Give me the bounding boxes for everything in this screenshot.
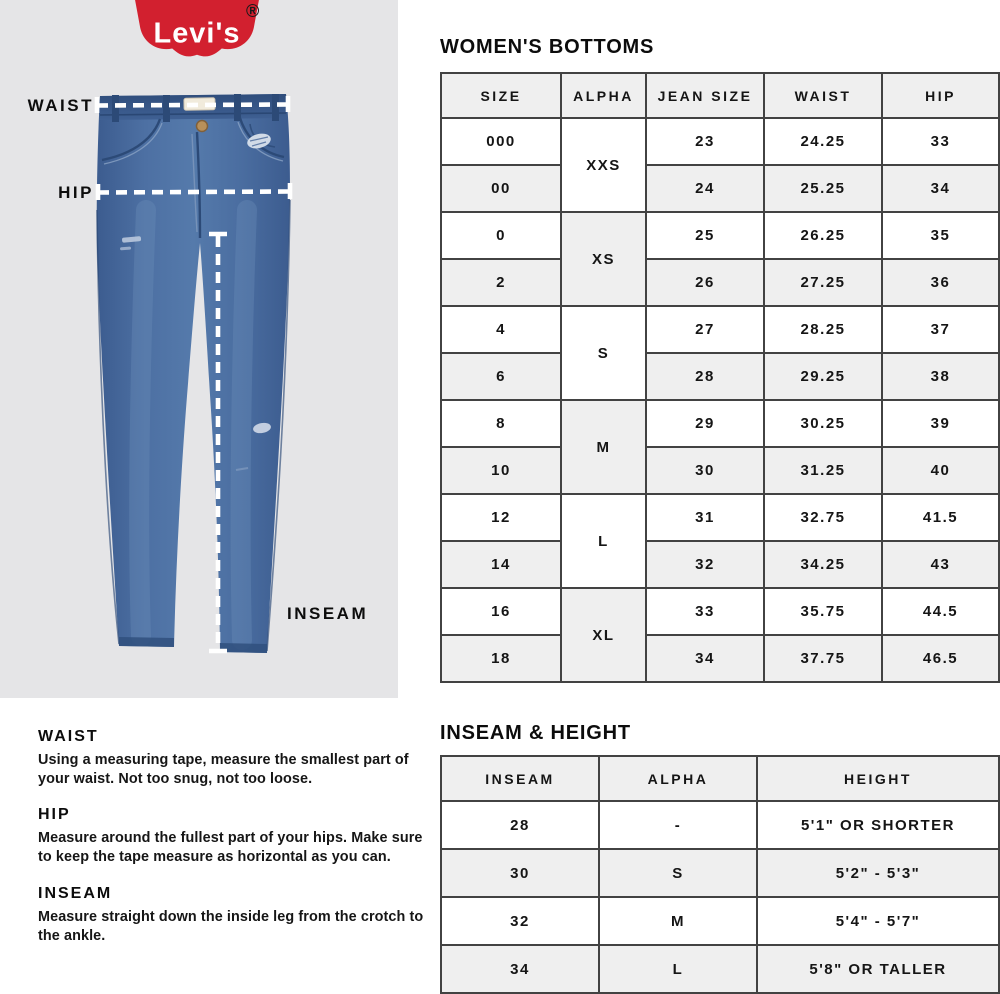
hip-cell: 40 — [882, 447, 999, 494]
waist-cell: 32.75 — [764, 494, 882, 541]
instruction-title: HIP — [38, 806, 71, 824]
waist-cell: 31.25 — [764, 447, 882, 494]
hip-cell: 35 — [882, 212, 999, 259]
instruction-block — [38, 728, 440, 789]
jean-size-cell: 32 — [646, 541, 764, 588]
jean-size-cell: 34 — [646, 635, 764, 682]
size-row — [441, 306, 999, 353]
waist-cell: 34.25 — [764, 541, 882, 588]
jean-size-cell: 25 — [646, 212, 764, 259]
column-header: INSEAM — [441, 756, 599, 801]
hip-cell: 37 — [882, 306, 999, 353]
jean-size-cell: 31 — [646, 494, 764, 541]
size-cell: 14 — [441, 541, 561, 588]
size-row — [441, 635, 999, 682]
size-row — [441, 165, 999, 212]
instruction-block — [38, 806, 440, 867]
inseam-height-table — [440, 755, 1000, 994]
alpha-cell: XS — [561, 212, 646, 306]
size-row — [441, 400, 999, 447]
size-cell: 6 — [441, 353, 561, 400]
alpha-cell: XXS — [561, 118, 646, 212]
column-header: WAIST — [764, 73, 882, 118]
size-row — [441, 541, 999, 588]
hip-cell: 39 — [882, 400, 999, 447]
alpha-cell: S — [561, 306, 646, 400]
waist-cell: 28.25 — [764, 306, 882, 353]
alpha-cell: L — [561, 494, 646, 588]
belt-loop — [112, 95, 119, 122]
jean-size-cell: 24 — [646, 165, 764, 212]
size-row — [441, 588, 999, 635]
size-cell: 8 — [441, 400, 561, 447]
belt-loop — [272, 94, 279, 121]
size-cell: 2 — [441, 259, 561, 306]
inseam-row — [441, 801, 999, 849]
inseam-cell: 32 — [441, 897, 599, 945]
inseam-cell: 30 — [441, 849, 599, 897]
instruction-text: Using a measuring tape, measure the smallest part of your waist. Not too snug, not too loose. — [38, 752, 409, 788]
jean-size-cell: 33 — [646, 588, 764, 635]
hip-cell: 34 — [882, 165, 999, 212]
size-row — [441, 494, 999, 541]
alpha-cell: L — [599, 945, 757, 993]
size-row — [441, 447, 999, 494]
height-cell: 5'4" - 5'7" — [757, 897, 999, 945]
height-cell: 5'1" OR SHORTER — [757, 801, 999, 849]
column-header: HEIGHT — [757, 756, 999, 801]
height-cell: 5'2" - 5'3" — [757, 849, 999, 897]
inseam-row — [441, 897, 999, 945]
waist-cell: 30.25 — [764, 400, 882, 447]
alpha-cell: XL — [561, 588, 646, 682]
waist-diagram-label: WAIST — [27, 96, 94, 115]
jeans-body — [97, 94, 290, 653]
hip-cell: 43 — [882, 541, 999, 588]
size-cell: 000 — [441, 118, 561, 165]
height-cell: 5'8" OR TALLER — [757, 945, 999, 993]
size-cell: 4 — [441, 306, 561, 353]
womens-bottoms-title: WOMEN'S BOTTOMS — [440, 36, 655, 58]
jean-size-cell: 28 — [646, 353, 764, 400]
hip-cell: 46.5 — [882, 635, 999, 682]
womens-bottoms-table — [440, 72, 1000, 683]
waist-cell: 27.25 — [764, 259, 882, 306]
jean-size-cell: 26 — [646, 259, 764, 306]
alpha-cell: - — [599, 801, 757, 849]
jean-size-cell: 30 — [646, 447, 764, 494]
hip-cell: 38 — [882, 353, 999, 400]
hip-cell: 33 — [882, 118, 999, 165]
inseam-header-row — [441, 756, 999, 801]
inseam-row — [441, 849, 999, 897]
jeans-diagram-panel — [0, 0, 398, 698]
column-header: ALPHA — [561, 73, 646, 118]
size-cell: 12 — [441, 494, 561, 541]
size-cell: 0 — [441, 212, 561, 259]
inseam-cell: 28 — [441, 801, 599, 849]
inseam-row — [441, 945, 999, 993]
registered-trademark-symbol: ® — [246, 1, 260, 21]
levis-batwing-icon — [131, 0, 263, 64]
waist-cell: 24.25 — [764, 118, 882, 165]
hip-cell: 41.5 — [882, 494, 999, 541]
size-cell: 00 — [441, 165, 561, 212]
alpha-cell: M — [599, 897, 757, 945]
waist-cell: 26.25 — [764, 212, 882, 259]
inseam-diagram-label: INSEAM — [287, 604, 369, 623]
jean-size-cell: 29 — [646, 400, 764, 447]
column-header: ALPHA — [599, 756, 757, 801]
alpha-cell: S — [599, 849, 757, 897]
hip-cell: 44.5 — [882, 588, 999, 635]
waist-cell: 29.25 — [764, 353, 882, 400]
bottoms-header-row — [441, 73, 999, 118]
size-row — [441, 118, 999, 165]
jeans-button — [197, 121, 208, 132]
jean-size-cell: 27 — [646, 306, 764, 353]
measuring-instructions — [38, 728, 440, 946]
hip-cell: 36 — [882, 259, 999, 306]
size-row — [441, 259, 999, 306]
size-cell: 18 — [441, 635, 561, 682]
inseam-cell: 34 — [441, 945, 599, 993]
waist-cell: 25.25 — [764, 165, 882, 212]
alpha-cell: M — [561, 400, 646, 494]
waist-cell: 37.75 — [764, 635, 882, 682]
inseam-height-title: INSEAM & HEIGHT — [440, 722, 631, 744]
instruction-block — [38, 885, 440, 946]
jean-size-cell: 23 — [646, 118, 764, 165]
size-row — [441, 353, 999, 400]
hip-diagram-label: HIP — [58, 183, 94, 202]
column-header: SIZE — [441, 73, 561, 118]
belt-loop — [163, 95, 170, 122]
size-row — [441, 212, 999, 259]
logo-wordmark: Levi's — [153, 17, 241, 50]
instruction-title: INSEAM — [38, 884, 113, 902]
instruction-text: Measure straight down the inside leg from the crotch to the ankle. — [38, 908, 424, 944]
belt-loop — [234, 94, 241, 121]
levis-logo — [131, 0, 263, 64]
waist-cell: 35.75 — [764, 588, 882, 635]
size-cell: 16 — [441, 588, 561, 635]
size-cell: 10 — [441, 447, 561, 494]
column-header: JEAN SIZE — [646, 73, 764, 118]
instruction-text: Measure around the fullest part of your hips. Make sure to keep the tape measure as horizontal as you can. — [38, 830, 423, 866]
column-header: HIP — [882, 73, 999, 118]
instruction-title: WAIST — [38, 728, 99, 745]
